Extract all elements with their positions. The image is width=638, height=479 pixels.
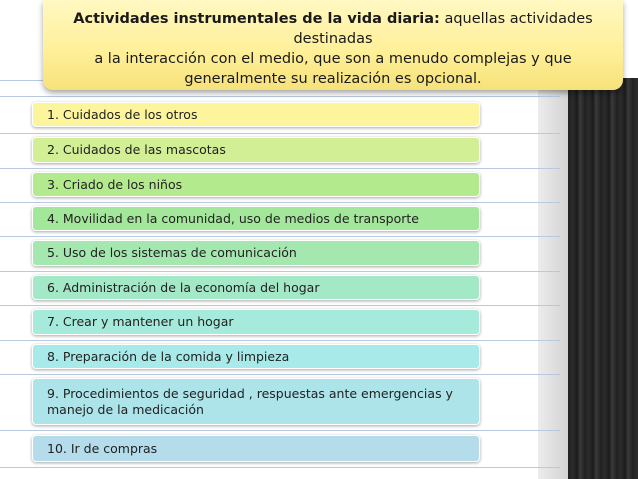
list-item-label: 8. Preparación de la comida y limpieza xyxy=(47,348,290,364)
guide-line xyxy=(0,271,560,272)
list-item-2 xyxy=(32,137,480,163)
list-item-label: 3. Criado de los niños xyxy=(47,176,183,192)
guide-line xyxy=(0,202,560,203)
title-line-2: a la interacción con el medio, que son a menudo complejas y que xyxy=(94,51,572,67)
guide-line xyxy=(0,467,560,468)
list-item-7 xyxy=(32,309,480,335)
list-item-label: 10. Ir de compras xyxy=(47,440,158,456)
guide-line xyxy=(0,133,560,134)
list-item-label: 7. Crear y mantener un hogar xyxy=(47,314,234,329)
list-item-8 xyxy=(32,344,480,369)
guide-line xyxy=(0,340,560,341)
slide-title xyxy=(43,0,623,90)
guide-line xyxy=(0,305,560,306)
list-item-label: 1. Cuidados de los otros xyxy=(47,106,198,122)
guide-line xyxy=(0,96,560,97)
list-item-5 xyxy=(32,240,480,266)
title-bold-term: Actividades instrumentales de la vida diaria: xyxy=(73,11,440,27)
list-item-9 xyxy=(32,378,480,425)
guide-line xyxy=(0,430,560,431)
list-item-label: 6. Administración de la economía del hogar xyxy=(47,279,320,295)
guide-line xyxy=(0,374,560,375)
title-line-3: generalmente su realización es opcional. xyxy=(184,71,482,87)
guide-line xyxy=(0,236,560,237)
list-item-10 xyxy=(32,435,480,462)
list-item-3 xyxy=(32,172,480,197)
list-item-label: 5. Uso de los sistemas de comunicación xyxy=(47,245,297,260)
list-item-label: 2. Cuidados de las mascotas xyxy=(47,142,226,157)
list-item-label: 4. Movilidad en la comunidad, uso de medios de transporte xyxy=(47,210,419,226)
title-line-1 xyxy=(57,9,609,49)
decorative-strip-dark xyxy=(568,78,638,479)
title-line-1-rest: aquellas actividades destinadas xyxy=(293,11,593,47)
list-item-6 xyxy=(32,275,480,300)
list-item-1 xyxy=(32,102,480,127)
list-item-label: 9. Procedimientos de seguridad , respuestas ante emergencias y manejo de la medicación xyxy=(47,385,453,417)
decorative-strip-light xyxy=(538,78,572,479)
guide-line xyxy=(0,168,560,169)
list-item-4 xyxy=(32,206,480,231)
